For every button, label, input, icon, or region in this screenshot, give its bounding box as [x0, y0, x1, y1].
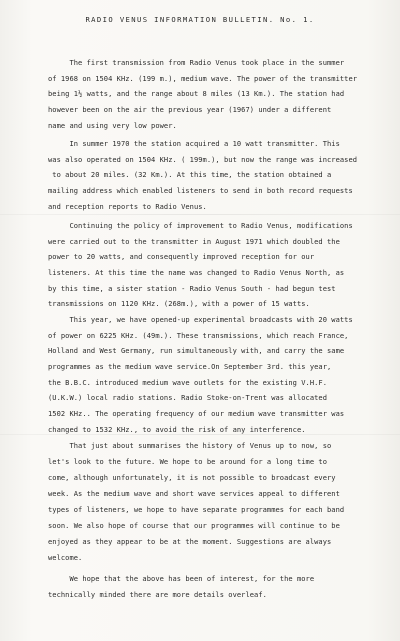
bulletin-line: The first transmission from Radio Venus took place in the summer: [48, 58, 345, 67]
bulletin-line: enjoyed as they appear to be at the moment. Suggestions are always: [48, 537, 332, 546]
bulletin-line: technically minded there are more details overleaf.: [48, 590, 267, 599]
bulletin-line: mailing address which enabled listeners to send in both record requests: [48, 186, 353, 195]
bulletin-title: RADIO VENUS INFORMATION BULLETIN. No. 1.: [85, 15, 315, 24]
bulletin-line: to about 20 miles. (32 Km.). At this time, the station obtained a: [48, 170, 332, 179]
bulletin-line: come, although unfortunately, it is not possible to broadcast every: [48, 473, 336, 482]
bulletin-line: of power on 6225 KHz. (49m.). These transmissions, which reach France,: [48, 331, 349, 340]
bulletin-line: 1502 KHz.. The operating frequency of our medium wave transmitter was: [48, 409, 345, 418]
bulletin-line: Holland and West Germany, run simultaneously with, and carry the same: [48, 346, 345, 355]
bulletin-line: listeners. At this time the name was changed to Radio Venus North, as: [48, 268, 345, 277]
bulletin-line: In summer 1970 the station acquired a 10 watt transmitter. This: [48, 139, 340, 148]
bulletin-line: That just about summarises the history of Venus up to now, so: [48, 441, 332, 450]
bulletin-line: power to 20 watts, and consequently improved reception for our: [48, 252, 315, 261]
bulletin-line: the B.B.C. introduced medium wave outlets for the existing V.H.F.: [48, 378, 328, 387]
bulletin-line: were carried out to the transmitter in August 1971 which doubled the: [48, 237, 340, 246]
bulletin-line: programmes as the medium wave service.On September 3rd. this year,: [48, 362, 332, 371]
bulletin-line: week. As the medium wave and short wave services appeal to different: [48, 489, 340, 498]
bulletin-line: Continuing the policy of improvement to Radio Venus, modifications: [48, 221, 353, 230]
bulletin-line: however been on the air the previous year (1967) under a different: [48, 105, 332, 114]
bulletin-line: and reception reports to Radio Venus.: [48, 202, 207, 211]
bulletin-line: We hope that the above has been of interest, for the more: [48, 574, 315, 583]
bulletin-line: by this time, a sister station - Radio Venus South - had begun test: [48, 284, 336, 293]
paper-fold-line: [0, 214, 400, 215]
bulletin-line: transmissions on 1120 KHz. (268m.), with a power of 15 watts.: [48, 299, 310, 308]
bulletin-line: was also operated on 1504 KHz. ( 199m.), but now the range was increased: [48, 155, 358, 164]
bulletin-line: changed to 1532 KHz., to avoid the risk of any interference.: [48, 425, 306, 434]
paper-fold-line: [0, 434, 400, 435]
bulletin-line: being 1½ watts, and the range about 8 miles (13 Km.). The station had: [48, 89, 345, 98]
bulletin-line: (U.K.W.) local radio stations. Radio Stoke-on-Trent was allocated: [48, 393, 328, 402]
bulletin-line: let's look to the future. We hope to be around for a long time to: [48, 457, 328, 466]
bulletin-line: welcome.: [48, 553, 83, 562]
bulletin-line: of 1968 on 1504 KHz. (199 m.), medium wave. The power of the transmitter: [48, 74, 358, 83]
bulletin-line: name and using very low power.: [48, 121, 177, 130]
bulletin-line: This year, we have opened-up experimental broadcasts with 20 watts: [48, 315, 353, 324]
bulletin-line: soon. We also hope of course that our programmes will continue to be: [48, 521, 340, 530]
bulletin-line: types of listeners, we hope to have separate programmes for each band: [48, 505, 345, 514]
